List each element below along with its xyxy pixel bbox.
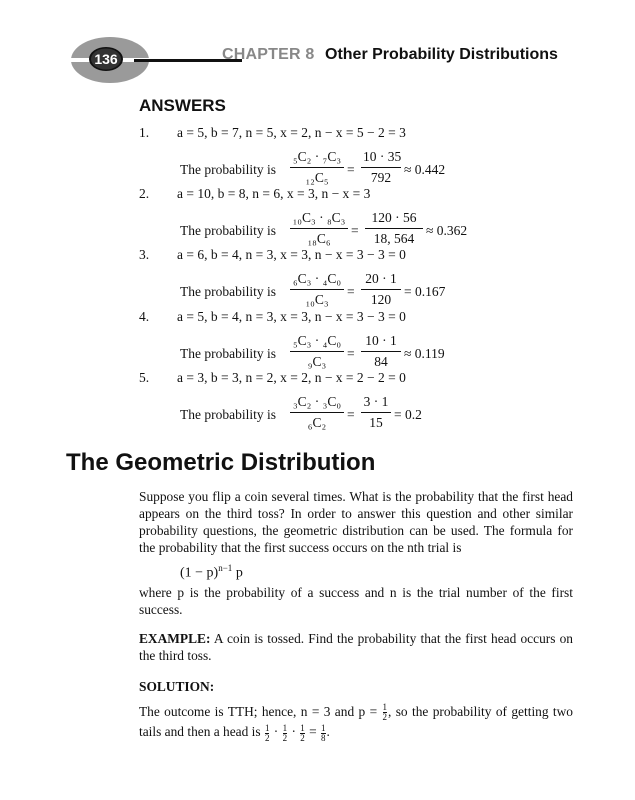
section-title: The Geometric Distribution	[66, 449, 376, 476]
combination-fraction: ₅C₂ · ₇C₃ ₁₂C₅	[290, 149, 344, 186]
equals-sign: =	[347, 162, 355, 177]
answer-result: = 0.167	[404, 284, 446, 299]
formula-exponent: n−1	[218, 563, 233, 573]
combination-fraction: ₅C₃ · ₄C₀ ₉C₃	[290, 333, 344, 370]
solution-text-1: The outcome is TTH; hence, n = 3 and p =	[139, 704, 382, 719]
value-fraction: 20 · 1 120	[361, 271, 401, 308]
answer-number: 3.	[139, 247, 150, 262]
answer-number: 2.	[139, 186, 150, 201]
answer-given: a = 6, b = 4, n = 3, x = 3, n − x = 3 − 3 = 0	[177, 247, 406, 262]
fraction-one-half: $\frac{1}{2}$	[382, 702, 387, 723]
answer-result: ≈ 0.362	[426, 223, 468, 238]
formula-tail: p	[232, 565, 243, 581]
probability-label: The probability is	[180, 407, 276, 422]
chapter-title: Other Probability Distributions	[325, 46, 558, 63]
solution-text-2: , so the probability of getting two tails and then a head is	[139, 704, 574, 740]
answer-result: ≈ 0.442	[404, 162, 446, 177]
answer-given: a = 5, b = 7, n = 5, x = 2, n − x = 5 − 2 = 3	[177, 125, 406, 140]
answer-given: a = 5, b = 4, n = 3, x = 3, n − x = 3 − 3 = 0	[177, 309, 406, 324]
probability-label: The probability is	[180, 284, 276, 299]
value-fraction: 120 · 56 18, 564	[365, 210, 423, 247]
probability-label: The probability is	[180, 162, 276, 177]
equals-sign: =	[351, 223, 359, 238]
answer-item	[139, 370, 579, 430]
probability-label: The probability is	[180, 346, 276, 361]
probability-label: The probability is	[180, 223, 276, 238]
intro-paragraph: Suppose you flip a coin several times. What is the probability that the first head appears on the third toss? In order to answer this question and other similar probability questions, the geometric distribution can be used. The formula for the probability that the first success occurs on the nth trial is	[139, 489, 573, 555]
example-paragraph	[139, 630, 573, 664]
value-fraction: 3 · 1 15	[361, 394, 391, 431]
geometric-formula	[180, 563, 243, 582]
where-paragraph: where p is the probability of a success and n is the trial number of the first success.	[139, 585, 573, 617]
answer-item	[139, 186, 579, 246]
fraction-one-half: $\frac{1}{2}$	[282, 722, 288, 743]
page-number: 136	[94, 51, 118, 67]
formula-base: (1 − p)	[180, 565, 219, 581]
answer-number: 4.	[139, 309, 150, 324]
answer-probability	[180, 394, 580, 438]
answer-item	[139, 247, 579, 307]
fraction-one-half: $\frac{1}{2}$	[264, 722, 270, 743]
equals-sign: =	[347, 407, 355, 422]
answer-number: 1.	[139, 125, 150, 140]
answer-result: ≈ 0.119	[404, 346, 445, 361]
value-fraction: 10 · 1 84	[361, 333, 401, 370]
answer-result: = 0.2	[394, 407, 422, 422]
fraction-one-half: $\frac{1}{2}$	[300, 722, 305, 743]
equals-sign: =	[347, 346, 355, 361]
fraction-one-eighth: $\frac{1}{8}$	[321, 722, 326, 743]
answer-item	[139, 125, 579, 185]
solution-label: SOLUTION:	[139, 679, 215, 694]
combination-fraction: ₁₀C₃ · ₈C₃ ₁₈C₆	[290, 210, 348, 247]
combination-fraction: ₃C₂ · ₃C₀ ₆C₂	[290, 394, 344, 431]
example-label: EXAMPLE:	[139, 631, 211, 646]
answer-number: 5.	[139, 370, 150, 385]
value-fraction: 10 · 35 792	[363, 149, 402, 185]
answer-given: a = 3, b = 3, n = 2, x = 2, n − x = 2 − 2 = 0	[177, 370, 406, 385]
chapter-label: CHAPTER 8	[222, 46, 315, 63]
answer-item	[139, 309, 579, 369]
answers-heading: ANSWERS	[139, 96, 226, 115]
solution-paragraph: The outcome is TTH; hence, n = 3 and p = $\frac{1}{2}$ , so the probability of getting two tails and then a head is $\frac{1}{2}$ · $\frac{1}{2}$ · $\frac{1}{2}$ = $\frac{1}{8}$ .	[139, 702, 574, 743]
answer-given: a = 10, b = 8, n = 6, x = 3, n − x = 3	[177, 186, 371, 201]
combination-fraction: ₆C₃ · ₄C₀ ₁₀C₃	[290, 271, 344, 308]
equals-sign: =	[347, 284, 355, 299]
example-text: A coin is tossed. Find the probability that the first head occurs on the third toss.	[139, 631, 573, 663]
